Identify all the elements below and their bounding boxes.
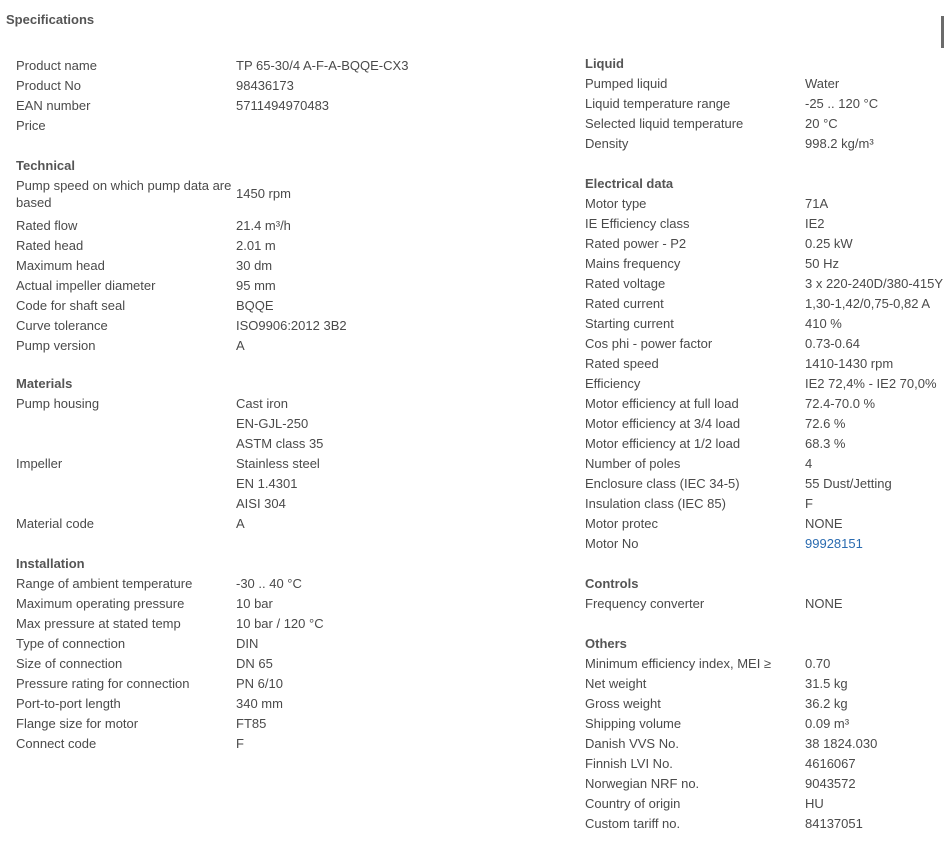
spec-value-line: 10 bar bbox=[236, 596, 273, 611]
spec-label: Maximum head bbox=[16, 258, 105, 273]
spec-value-line: A bbox=[236, 338, 245, 353]
spec-row-product-name bbox=[16, 56, 556, 76]
spec-label: Gross weight bbox=[585, 696, 661, 711]
section-electrical-data bbox=[585, 174, 944, 554]
spec-value bbox=[805, 74, 944, 94]
section-title: Controls bbox=[585, 576, 639, 591]
spec-value bbox=[236, 176, 556, 204]
spec-row-motor-efficiency-at-1-2-load bbox=[585, 434, 944, 454]
spec-row-price bbox=[16, 116, 556, 136]
spec-label: Pressure rating for connection bbox=[16, 676, 190, 691]
spec-label: Maximum operating pressure bbox=[16, 596, 185, 611]
spec-row-size-of-connection bbox=[16, 654, 556, 674]
spec-row-code-for-shaft-seal bbox=[16, 296, 556, 316]
spec-value-line: 36.2 kg bbox=[805, 696, 848, 711]
spec-value-line: 55 Dust/Jetting bbox=[805, 476, 892, 491]
spec-row-pump-speed-on-which-pump-data-are-based bbox=[16, 176, 556, 216]
spec-value bbox=[805, 394, 944, 414]
spec-value bbox=[236, 514, 556, 534]
spec-value bbox=[805, 254, 944, 274]
spec-label: Liquid temperature range bbox=[585, 96, 731, 111]
spec-value bbox=[236, 574, 556, 594]
spec-value-line: 4616067 bbox=[805, 756, 856, 771]
spec-value bbox=[236, 216, 556, 236]
spec-row-country-of-origin bbox=[585, 794, 944, 814]
spec-row-insulation-class-iec-85 bbox=[585, 494, 944, 514]
spec-value-line: 0.09 m³ bbox=[805, 716, 850, 731]
spec-value-line: EN 1.4301 bbox=[236, 476, 298, 491]
spec-label: Insulation class (IEC 85) bbox=[585, 496, 726, 511]
spec-label: Rated current bbox=[585, 296, 664, 311]
spec-value bbox=[236, 236, 556, 256]
spec-value bbox=[236, 454, 556, 514]
spec-value bbox=[805, 734, 944, 754]
spec-value-line: ASTM class 35 bbox=[236, 436, 324, 451]
spec-label: Port-to-port length bbox=[16, 696, 121, 711]
spec-value-line: 71A bbox=[805, 196, 829, 211]
section-technical bbox=[16, 156, 556, 356]
spec-label: Motor efficiency at 1/2 load bbox=[585, 436, 741, 451]
section-title: Technical bbox=[16, 158, 76, 173]
spec-value-line: 9043572 bbox=[805, 776, 856, 791]
spec-label: Product name bbox=[16, 58, 97, 73]
spec-value-line: -25 .. 120 °C bbox=[805, 96, 879, 111]
spec-label: Rated head bbox=[16, 238, 84, 253]
spec-value-line: 0.25 kW bbox=[805, 236, 853, 251]
spec-label: Motor efficiency at 3/4 load bbox=[585, 416, 741, 431]
spec-row-enclosure-class-iec-34-5 bbox=[585, 474, 944, 494]
section-title: Liquid bbox=[585, 56, 624, 71]
spec-label: EAN number bbox=[16, 98, 91, 113]
spec-value bbox=[805, 214, 944, 234]
spec-value bbox=[805, 234, 944, 254]
spec-value bbox=[236, 296, 556, 316]
spec-label: Country of origin bbox=[585, 796, 681, 811]
spec-row-pumped-liquid bbox=[585, 74, 944, 94]
spec-row-density bbox=[585, 134, 944, 154]
spec-row-pressure-rating-for-connection bbox=[16, 674, 556, 694]
spec-label: Mains frequency bbox=[585, 256, 681, 271]
spec-value bbox=[805, 354, 944, 374]
spec-row-norwegian-nrf-no bbox=[585, 774, 944, 794]
spec-row-starting-current bbox=[585, 314, 944, 334]
spec-value-line: 998.2 kg/m³ bbox=[805, 136, 874, 151]
spec-value-line: 72.6 % bbox=[805, 416, 846, 431]
spec-value-line: NONE bbox=[805, 516, 843, 531]
spec-value bbox=[236, 614, 556, 634]
spec-value-line: 95 mm bbox=[236, 278, 276, 293]
spec-label: Type of connection bbox=[16, 636, 126, 651]
spec-row-rated-current bbox=[585, 294, 944, 314]
spec-row-maximum-head bbox=[16, 256, 556, 276]
spec-row-actual-impeller-diameter bbox=[16, 276, 556, 296]
spec-row-danish-vvs-no bbox=[585, 734, 944, 754]
spec-value-line: 84137051 bbox=[805, 816, 863, 831]
spec-value-line: TP 65-30/4 A-F-A-BQQE-CX3 bbox=[236, 58, 409, 73]
spec-label: Size of connection bbox=[16, 656, 123, 671]
spec-label: Motor efficiency at full load bbox=[585, 396, 739, 411]
spec-label: Custom tariff no. bbox=[585, 816, 681, 831]
spec-value-line: 68.3 % bbox=[805, 436, 846, 451]
spec-value bbox=[236, 654, 556, 674]
spec-label: Density bbox=[585, 136, 629, 151]
spec-label: Efficiency bbox=[585, 376, 641, 391]
spec-value-line: IE2 bbox=[805, 216, 825, 231]
spec-label: Material code bbox=[16, 516, 95, 531]
spec-row-shipping-volume bbox=[585, 714, 944, 734]
spec-row-mains-frequency bbox=[585, 254, 944, 274]
spec-label: Frequency converter bbox=[585, 596, 705, 611]
spec-label: Motor type bbox=[585, 196, 647, 211]
spec-label: Pump version bbox=[16, 338, 96, 353]
spec-label: Range of ambient temperature bbox=[16, 576, 193, 591]
spec-row-flange-size-for-motor bbox=[16, 714, 556, 734]
section-controls bbox=[585, 574, 944, 614]
spec-row-number-of-poles bbox=[585, 454, 944, 474]
spec-row-connect-code bbox=[16, 734, 556, 754]
spec-value-line: 340 mm bbox=[236, 696, 283, 711]
spec-label: Max pressure at stated temp bbox=[16, 616, 181, 631]
spec-value-line bbox=[236, 116, 556, 136]
spec-value bbox=[236, 594, 556, 614]
spec-label: Starting current bbox=[585, 316, 674, 331]
spec-label: Shipping volume bbox=[585, 716, 682, 731]
spec-value-line: 0.70 bbox=[805, 656, 831, 671]
spec-row-port-to-port-length bbox=[16, 694, 556, 714]
spec-value-line: EN-GJL-250 bbox=[236, 416, 309, 431]
spec-value-line: 31.5 kg bbox=[805, 676, 848, 691]
spec-value-line: 72.4-70.0 % bbox=[805, 396, 876, 411]
spec-value-line: BQQE bbox=[236, 298, 274, 313]
spec-label: Pump speed on which pump data are based bbox=[16, 178, 232, 210]
spec-label: IE Efficiency class bbox=[585, 216, 690, 231]
spec-value bbox=[805, 514, 944, 534]
spec-row-liquid-temperature-range bbox=[585, 94, 944, 114]
spec-label: Connect code bbox=[16, 736, 97, 751]
section-title: Electrical data bbox=[585, 176, 674, 191]
spec-row-ean-number bbox=[16, 96, 556, 116]
spec-label: Pump housing bbox=[16, 396, 100, 411]
spec-value bbox=[805, 414, 944, 434]
spec-value-line: A bbox=[236, 516, 245, 531]
spec-value bbox=[805, 94, 944, 114]
spec-label: Danish VVS No. bbox=[585, 736, 679, 751]
spec-value bbox=[805, 794, 944, 814]
spec-row-range-of-ambient-temperature bbox=[16, 574, 556, 594]
spec-row-maximum-operating-pressure bbox=[16, 594, 556, 614]
spec-value bbox=[805, 774, 944, 794]
spec-value-line: 50 Hz bbox=[805, 256, 839, 271]
spec-row-motor-efficiency-at-3-4-load bbox=[585, 414, 944, 434]
spec-row-pump-housing bbox=[16, 394, 556, 454]
spec-value bbox=[805, 274, 944, 294]
spec-label: Pumped liquid bbox=[585, 76, 668, 91]
spec-row-rated-speed bbox=[585, 354, 944, 374]
spec-value-line: 3 x 220-240D/380-415Y bbox=[805, 276, 944, 291]
spec-label: Motor No bbox=[585, 536, 639, 551]
spec-value bbox=[805, 434, 944, 454]
section-liquid bbox=[585, 54, 944, 154]
spec-value bbox=[236, 256, 556, 276]
spec-value-line: ISO9906:2012 3B2 bbox=[236, 318, 347, 333]
spec-value bbox=[805, 454, 944, 474]
spec-label: Selected liquid temperature bbox=[585, 116, 744, 131]
spec-value-line: 1450 rpm bbox=[236, 186, 291, 201]
spec-label: Finnish LVI No. bbox=[585, 756, 673, 771]
spec-row-selected-liquid-temperature bbox=[585, 114, 944, 134]
spec-value bbox=[236, 56, 556, 76]
spec-label: Curve tolerance bbox=[16, 318, 108, 333]
section-title: Installation bbox=[16, 556, 85, 571]
spec-value bbox=[805, 674, 944, 694]
spec-row-efficiency bbox=[585, 374, 944, 394]
spec-value bbox=[805, 334, 944, 354]
spec-label: Minimum efficiency index, MEI ≥ bbox=[585, 656, 772, 671]
section-title: Others bbox=[585, 636, 627, 651]
spec-value bbox=[805, 194, 944, 214]
spec-value-line: PN 6/10 bbox=[236, 676, 283, 691]
spec-value bbox=[236, 76, 556, 96]
spec-row-gross-weight bbox=[585, 694, 944, 714]
spec-row-rated-flow bbox=[16, 216, 556, 236]
section-materials bbox=[16, 374, 556, 534]
spec-row-type-of-connection bbox=[16, 634, 556, 654]
spec-value bbox=[805, 694, 944, 714]
spec-value bbox=[805, 114, 944, 134]
spec-value-line: F bbox=[236, 736, 244, 751]
spec-value bbox=[805, 754, 944, 774]
spec-value bbox=[805, 714, 944, 734]
spec-label: Code for shaft seal bbox=[16, 298, 126, 313]
spec-row-finnish-lvi-no bbox=[585, 754, 944, 774]
spec-row-material-code bbox=[16, 514, 556, 534]
spec-label: Actual impeller diameter bbox=[16, 278, 156, 293]
spec-label: Price bbox=[16, 118, 46, 133]
spec-label: Product No bbox=[16, 78, 82, 93]
spec-row-impeller bbox=[16, 454, 556, 514]
spec-value bbox=[236, 336, 556, 356]
spec-row-frequency-converter bbox=[585, 594, 944, 614]
spec-row-custom-tariff-no bbox=[585, 814, 944, 834]
spec-value-line: 38 1824.030 bbox=[805, 736, 878, 751]
spec-value-line: DN 65 bbox=[236, 656, 273, 671]
spec-row-ie-efficiency-class bbox=[585, 214, 944, 234]
section-title: Materials bbox=[16, 376, 73, 391]
spec-value-line: -30 .. 40 °C bbox=[236, 576, 302, 591]
spec-value bbox=[805, 534, 944, 554]
spec-value-line: 20 °C bbox=[805, 116, 838, 131]
spec-value-line: 2.01 m bbox=[236, 238, 276, 253]
spec-value-line: Cast iron bbox=[236, 396, 289, 411]
spec-row-motor-no bbox=[585, 534, 944, 554]
spec-label: Norwegian NRF no. bbox=[585, 776, 700, 791]
spec-value bbox=[805, 494, 944, 514]
spec-label: Rated power - P2 bbox=[585, 236, 687, 251]
spec-value bbox=[805, 314, 944, 334]
section-installation bbox=[16, 554, 556, 754]
spec-row-rated-head bbox=[16, 236, 556, 256]
spec-value bbox=[236, 96, 556, 116]
spec-row-pump-version bbox=[16, 336, 556, 356]
spec-value-line: 98436173 bbox=[236, 78, 294, 93]
spec-row-motor-protec bbox=[585, 514, 944, 534]
spec-label: Rated speed bbox=[585, 356, 659, 371]
spec-label: Motor protec bbox=[585, 516, 658, 531]
motor-no-link[interactable]: 99928151 bbox=[805, 536, 863, 551]
spec-label: Cos phi - power factor bbox=[585, 336, 713, 351]
spec-value-line: HU bbox=[805, 796, 824, 811]
spec-value-line: 1,30-1,42/0,75-0,82 A bbox=[805, 296, 931, 311]
spec-row-curve-tolerance bbox=[16, 316, 556, 336]
spec-value bbox=[805, 134, 944, 154]
spec-value-line: Stainless steel bbox=[236, 456, 320, 471]
spec-value-line: F bbox=[805, 496, 813, 511]
spec-value bbox=[236, 734, 556, 754]
spec-value-line: 5711494970483 bbox=[236, 98, 330, 113]
spec-value-line: IE2 72,4% - IE2 70,0% bbox=[805, 376, 937, 391]
spec-row-net-weight bbox=[585, 674, 944, 694]
spec-row-cos-phi-power-factor bbox=[585, 334, 944, 354]
spec-row-product-no bbox=[16, 76, 556, 96]
spec-row-rated-voltage bbox=[585, 274, 944, 294]
spec-value-line: AISI 304 bbox=[236, 496, 286, 511]
spec-label: Rated flow bbox=[16, 218, 78, 233]
spec-value-line: 410 % bbox=[805, 316, 842, 331]
spec-value bbox=[805, 814, 944, 834]
section-product bbox=[16, 56, 556, 136]
spec-label: Enclosure class (IEC 34-5) bbox=[585, 476, 740, 491]
spec-value bbox=[236, 714, 556, 734]
spec-value bbox=[805, 594, 944, 614]
spec-value bbox=[236, 316, 556, 336]
spec-value-line: 1410-1430 rpm bbox=[805, 356, 894, 371]
spec-value bbox=[236, 674, 556, 694]
section-others bbox=[585, 634, 944, 834]
spec-row-minimum-efficiency-index-mei bbox=[585, 654, 944, 674]
spec-value-line: 4 bbox=[805, 456, 813, 471]
spec-value bbox=[805, 654, 944, 674]
spec-value bbox=[805, 294, 944, 314]
spec-row-motor-efficiency-at-full-load bbox=[585, 394, 944, 414]
spec-label: Net weight bbox=[585, 676, 647, 691]
spec-value bbox=[805, 374, 944, 394]
spec-value-line: 30 dm bbox=[236, 258, 273, 273]
spec-value bbox=[236, 116, 556, 136]
spec-value bbox=[236, 634, 556, 654]
spec-value-line: Water bbox=[805, 76, 840, 91]
spec-row-rated-power-p2 bbox=[585, 234, 944, 254]
spec-label: Rated voltage bbox=[585, 276, 666, 291]
spec-value-line: 21.4 m³/h bbox=[236, 218, 291, 233]
spec-value bbox=[236, 394, 556, 454]
page-title: Specifications bbox=[6, 12, 95, 27]
spec-value-line: 10 bar / 120 °C bbox=[236, 616, 324, 631]
spec-row-motor-type bbox=[585, 194, 944, 214]
spec-value bbox=[236, 694, 556, 714]
spec-value-line: NONE bbox=[805, 596, 843, 611]
spec-value-line: FT85 bbox=[236, 716, 267, 731]
spec-row-max-pressure-at-stated-temp bbox=[16, 614, 556, 634]
spec-value-line: 0.73-0.64 bbox=[805, 336, 860, 351]
spec-value-line: DIN bbox=[236, 636, 259, 651]
spec-label: Flange size for motor bbox=[16, 716, 139, 731]
spec-label: Impeller bbox=[16, 456, 63, 471]
spec-value bbox=[236, 276, 556, 296]
spec-value bbox=[805, 474, 944, 494]
spec-label: Number of poles bbox=[585, 456, 681, 471]
